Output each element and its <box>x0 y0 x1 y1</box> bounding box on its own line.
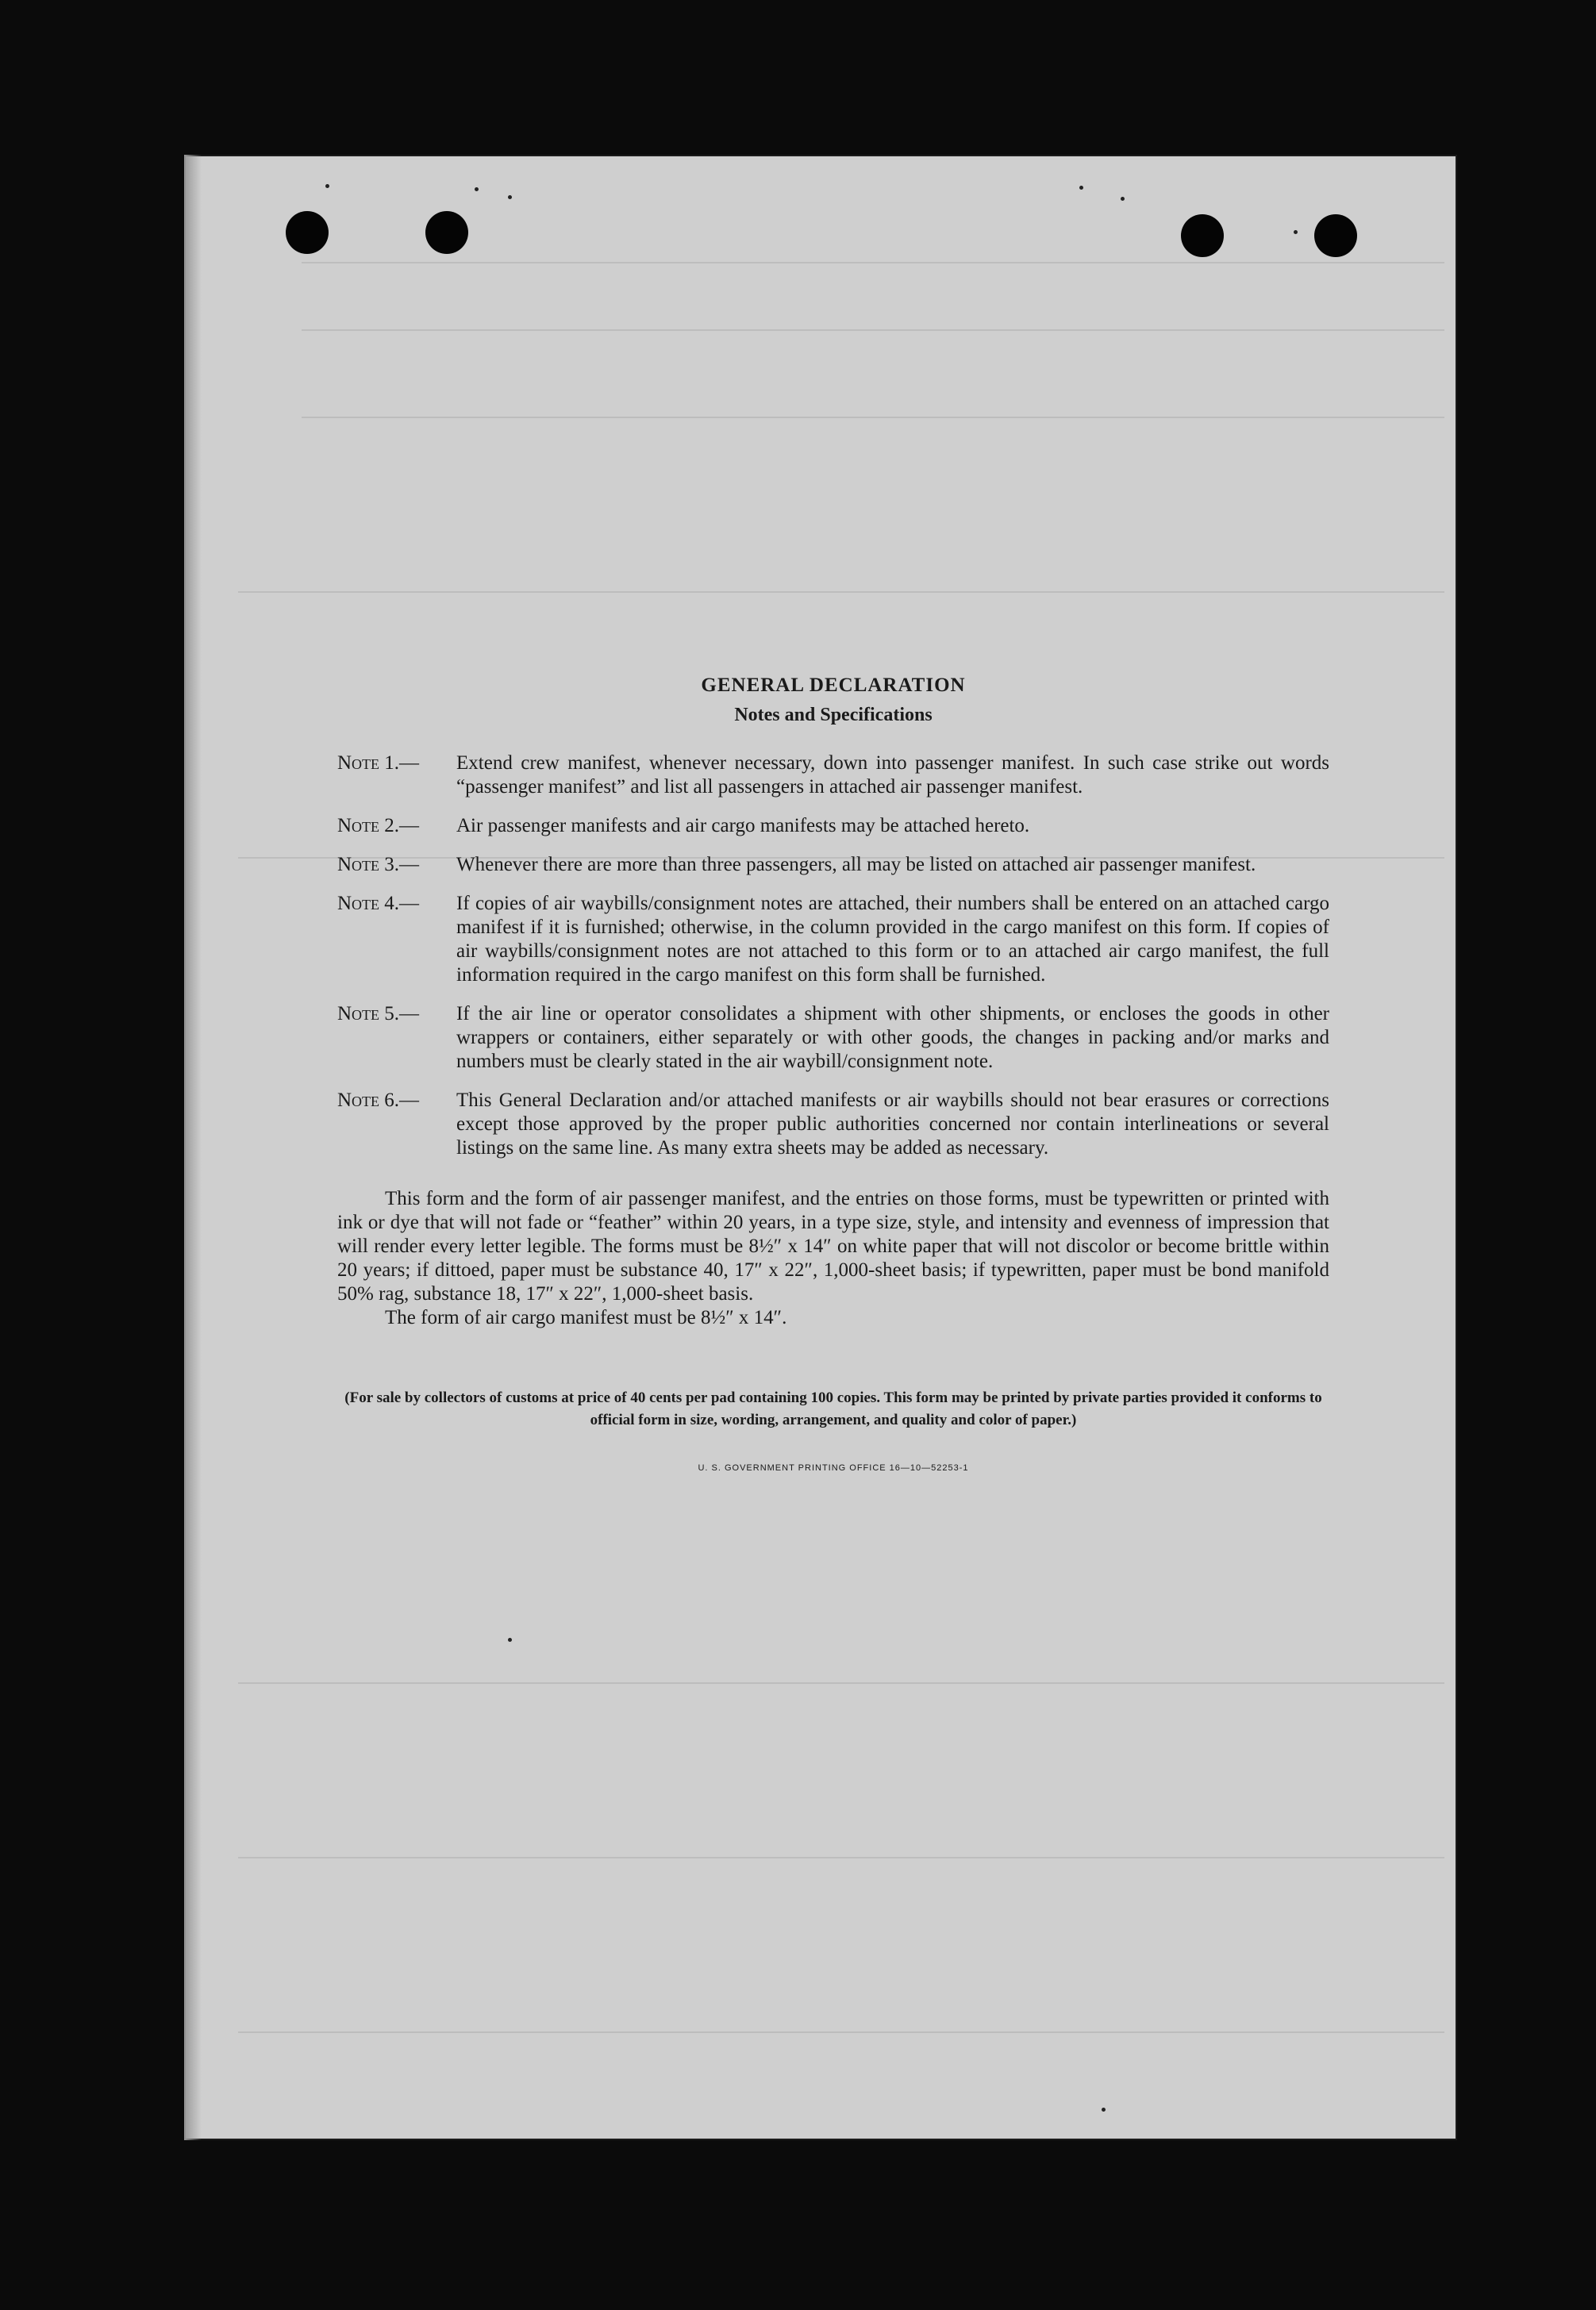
cargo-manifest-size-note: The form of air cargo manifest must be 8½″ x 14″. <box>385 1307 787 1328</box>
speck <box>1102 2108 1106 2112</box>
speck <box>508 1638 512 1642</box>
note-5 <box>337 1002 1329 1074</box>
note-label: Note 2.— <box>337 815 420 836</box>
bleed-through-rule <box>302 417 1444 418</box>
note-label: Note 1.— <box>337 752 420 774</box>
note-4 <box>337 892 1329 987</box>
speck <box>475 187 479 191</box>
speck <box>1121 197 1125 201</box>
scan-shadow <box>184 155 202 2140</box>
note-text: Whenever there are more than three passengers, all may be listed on attached air passenger manifest. <box>456 854 1256 875</box>
bleed-through-rule <box>238 2031 1444 2033</box>
note-label: Note 4.— <box>337 893 420 914</box>
bleed-through-rule <box>302 262 1444 263</box>
note-6 <box>337 1089 1329 1160</box>
speck <box>1079 186 1083 190</box>
bleed-through-rule <box>238 1857 1444 1858</box>
speck <box>325 184 329 188</box>
note-label: Note 6.— <box>337 1090 420 1111</box>
punch-hole-right-2 <box>1314 214 1357 257</box>
note-2 <box>337 814 1329 838</box>
printing-office-imprint: U. S. GOVERNMENT PRINTING OFFICE 16—10—52253-1 <box>698 1463 969 1473</box>
note-text: If copies of air waybills/consignment notes are attached, their numbers shall be entered on an attached cargo manifest if it is furnished; otherwise, in the column provided in the cargo manifest on this form. If copies of air waybills/consignment notes are not attached to this form or to an attached air cargo manifest, the full information required in the cargo manifest on this form shall be furnished. <box>456 893 1329 986</box>
note-label: Note 3.— <box>337 854 420 875</box>
note-1 <box>337 751 1329 799</box>
punch-hole-left-2 <box>425 211 468 254</box>
sale-note: (For sale by collectors of customs at price of 40 cents per pad containing 100 copies. This form may be printed by private parties provided it conforms to official form in size, wording, arrangement, and quality and color of paper.) <box>344 1389 1322 1428</box>
note-text: This General Declaration and/or attached manifests or air waybills should not bear erasures or corrections except those approved by the proper public authorities concerned nor contain interlineations or several listings on the same line. As many extra sheets may be added as necessary. <box>456 1090 1329 1159</box>
punch-hole-right-1 <box>1181 214 1224 257</box>
speck <box>1294 230 1298 234</box>
page-title: GENERAL DECLARATION <box>701 675 966 696</box>
note-text: If the air line or operator consolidates a shipment with other shipments, or encloses the goods in other wrappers or containers, either separately or with other goods, the changes in packing and/or marks and numbers must be clearly stated in the air waybill/consignment note. <box>456 1003 1329 1072</box>
bleed-through-rule <box>238 591 1444 593</box>
speck <box>508 195 512 199</box>
page-subtitle: Notes and Specifications <box>734 705 933 725</box>
punch-hole-left-1 <box>286 211 329 254</box>
note-3 <box>337 853 1329 877</box>
note-label: Note 5.— <box>337 1003 420 1024</box>
bleed-through-rule <box>302 329 1444 331</box>
note-text: Extend crew manifest, whenever necessary, down into passenger manifest. In such case strike out words “passenger manifest” and list all passengers in attached air passenger manifest. <box>456 752 1329 798</box>
note-text: Air passenger manifests and air cargo manifests may be attached hereto. <box>456 815 1030 836</box>
notes-and-specifications <box>337 675 1329 1473</box>
form-requirements-paragraph: This form and the form of air passenger manifest, and the entries on those forms, must be typewritten or printed with ink or dye that will not fade or “feather” within 20 years, in a type size, style, and intensity and evenness of impression that will render every letter legible. The forms must be 8½″ x 14″ on white paper that will not discolor or become brittle within 20 years; if dittoed, paper must be substance 40, 17″ x 22″, 1,000-sheet basis; if typewritten, paper must be bond manifold 50% rag, substance 18, 17″ x 22″, 1,000-sheet basis. <box>337 1188 1329 1305</box>
bleed-through-rule <box>238 1682 1444 1684</box>
